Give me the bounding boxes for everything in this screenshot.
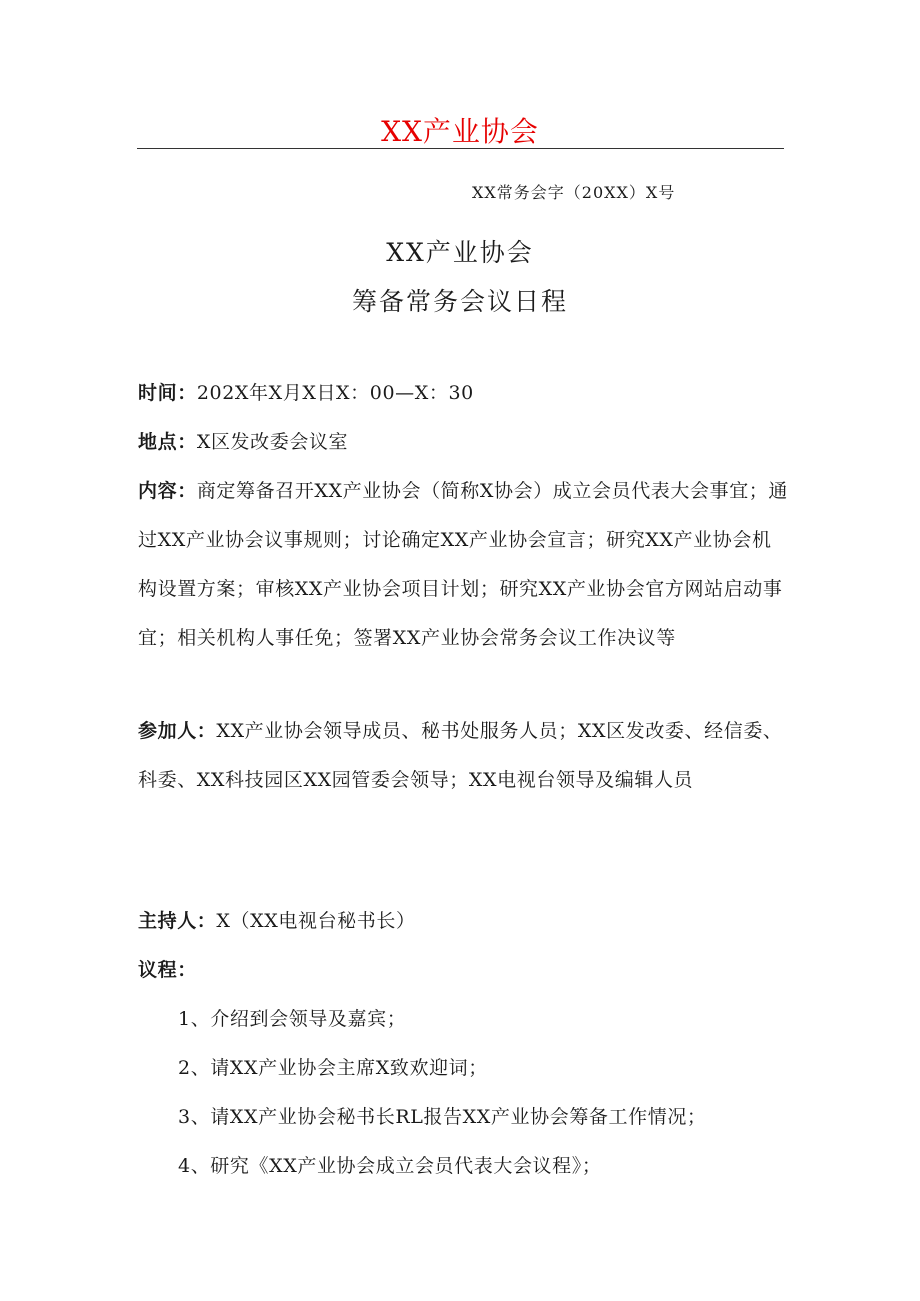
- place-value: X区发改委会议室: [196, 431, 349, 453]
- attendees-label: 参加人：: [138, 720, 217, 742]
- agenda-item: 3、请XX产业协会秘书长RL报告XX产业协会筹备工作情况；: [178, 1106, 707, 1128]
- organization-header: XX产业协会: [381, 115, 539, 148]
- title-organization: XX产业协会: [386, 238, 534, 267]
- time-value: 202X年X月X日X：00—X：30: [196, 382, 474, 404]
- host-label: 主持人：: [138, 910, 217, 932]
- agenda-item: 2、请XX产业协会主席X致欢迎词；: [178, 1057, 488, 1079]
- time-label: 时间：: [138, 382, 197, 404]
- place-paragraph: [138, 418, 788, 467]
- time-paragraph: [138, 369, 788, 418]
- attendees-paragraph: [138, 707, 788, 805]
- attendees-value: XX产业协会领导成员、秘书处服务人员；XX区发改委、经信委、科委、XX科技园区XX园管委会领导；XX电视台领导及编辑人员: [138, 720, 783, 791]
- content-value: 商定筹备召开XX产业协会（简称X协会）成立会员代表大会事宜；通过XX产业协会议事规则；讨论确定XX产业协会宣言；研究XX产业协会机构设置方案；审核XX产业协会项目计划；研究XX产业协会官方网站启动事宜；相关机构人事任免；签署XX产业协会常务会议工作决议等: [138, 480, 788, 649]
- header-divider: [137, 148, 784, 149]
- host-paragraph: [138, 897, 788, 946]
- agenda-heading: [138, 946, 788, 995]
- agenda-item: 4、研究《XX产业协会成立会员代表大会议程》；: [178, 1155, 602, 1177]
- title-meeting: 筹备常务会议日程: [351, 287, 568, 316]
- content-label: 内容：: [138, 480, 197, 502]
- agenda-item: 1、介绍到会领导及嘉宾；: [178, 1008, 407, 1030]
- agenda-label: 议程：: [138, 959, 197, 981]
- place-label: 地点：: [138, 431, 197, 453]
- host-value: X（XX电视台秘书长）: [216, 910, 416, 932]
- agenda-list: [178, 995, 798, 1191]
- document-number: XX常务会字（20XX）X号: [472, 183, 676, 202]
- content-paragraph: [138, 467, 788, 663]
